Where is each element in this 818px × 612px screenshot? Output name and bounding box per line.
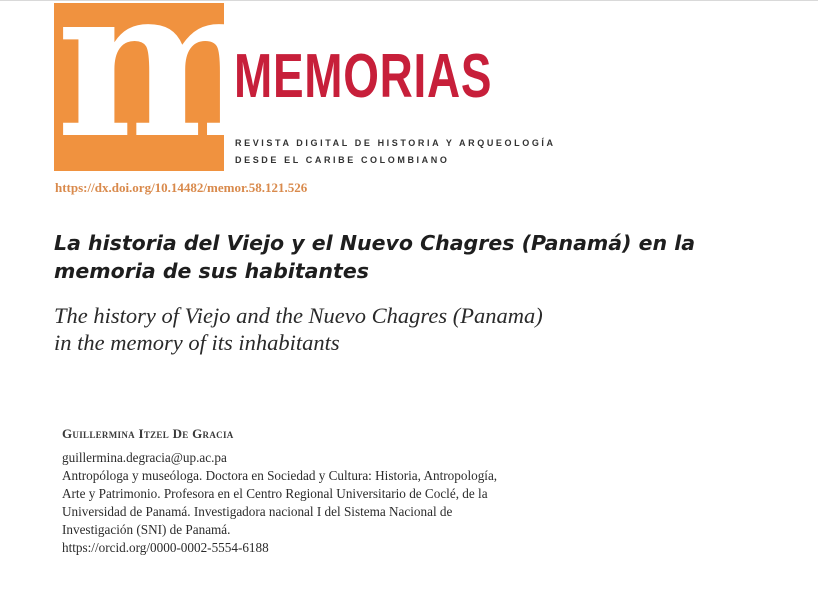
title-es-line1: La historia del Viejo y el Nuevo Chagres (Panamá) en la	[54, 231, 696, 255]
logo-letter: m	[56, 0, 275, 185]
journal-tagline-line1: REVISTA DIGITAL DE HISTORIA Y ARQUEOLOGÍA	[235, 138, 556, 148]
title-es-line2: memoria de sus habitantes	[54, 259, 369, 283]
journal-logo	[54, 0, 275, 185]
author-name: Guillermina Itzel De Gracia	[62, 426, 234, 441]
bio-line: Arte y Patrimonio. Profesora en el Centro Regional Universitario de Coclé, de la	[62, 486, 488, 501]
journal-tagline-line2: DESDE EL CARIBE COLOMBIANO	[235, 155, 450, 165]
bio-line: Investigación (SNI) de Panamá.	[62, 522, 231, 537]
article-title-english	[54, 302, 754, 356]
title-en-line1: The history of Viejo and the Nuevo Chagres (Panama)	[54, 303, 543, 328]
doi-link[interactable]: https://dx.doi.org/10.14482/memor.58.121.526	[55, 180, 308, 195]
author-orcid[interactable]: https://orcid.org/0000-0002-5554-6188	[62, 540, 269, 555]
author-email[interactable]: guillermina.degracia@up.ac.pa	[62, 450, 227, 465]
bio-line: Universidad de Panamá. Investigadora nacional I del Sistema Nacional de	[62, 504, 453, 519]
article-title-spanish	[54, 229, 754, 285]
bio-line: Antropóloga y museóloga. Doctora en Sociedad y Cultura: Historia, Antropología,	[62, 468, 498, 483]
title-en-line2: in the memory of its inhabitants	[54, 330, 340, 355]
journal-name: MEMORIAS	[234, 42, 493, 111]
author-bio	[62, 449, 622, 557]
